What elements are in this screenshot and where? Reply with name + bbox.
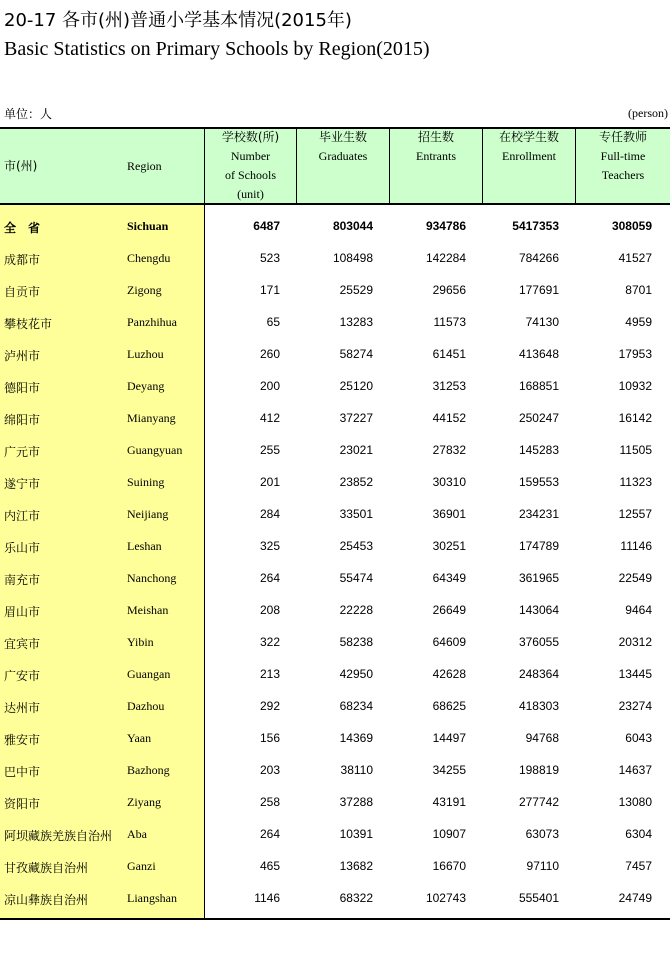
header-graduates: 毕业生数 Graduates xyxy=(318,130,368,163)
teachers-value: 6304 xyxy=(625,827,652,841)
teachers-value: 16142 xyxy=(618,411,652,425)
schools-value: 465 xyxy=(259,859,280,873)
region-name-cn: 巴中市 xyxy=(4,765,41,779)
table-row xyxy=(0,370,670,402)
teachers-value: 4959 xyxy=(625,315,652,329)
schools-value: 65 xyxy=(266,315,280,329)
schools-value: 213 xyxy=(259,667,280,681)
table-row xyxy=(0,850,670,882)
region-name-en: Leshan xyxy=(127,539,162,553)
region-name-en: Sichuan xyxy=(127,219,169,233)
table-row xyxy=(0,882,670,914)
region-name-en: Guangan xyxy=(127,667,171,681)
graduates-value: 25120 xyxy=(339,379,373,393)
table-row xyxy=(0,306,670,338)
table-row xyxy=(0,658,670,690)
region-name-cn: 内江市 xyxy=(4,509,41,523)
region-name-cn: 眉山市 xyxy=(4,605,41,619)
table-row xyxy=(0,498,670,530)
enrollment-value: 418303 xyxy=(518,699,559,713)
region-name-cn: 攀枝花市 xyxy=(4,317,53,331)
schools-value: 6487 xyxy=(253,219,280,233)
header-entrants: 招生数 Entrants xyxy=(416,130,456,163)
entrants-value: 31253 xyxy=(432,379,466,393)
entrants-value: 42628 xyxy=(432,667,466,681)
region-name-cn: 乐山市 xyxy=(4,541,41,555)
schools-value: 260 xyxy=(259,347,280,361)
entrants-value: 10907 xyxy=(432,827,466,841)
entrants-value: 142284 xyxy=(425,251,466,265)
enrollment-value: 143064 xyxy=(518,603,559,617)
entrants-value: 26649 xyxy=(432,603,466,617)
region-name-cn: 绵阳市 xyxy=(4,413,41,427)
teachers-value: 6043 xyxy=(625,731,652,745)
enrollment-value: 63073 xyxy=(525,827,559,841)
header-region-en: Region xyxy=(127,159,162,173)
region-name-en: Ziyang xyxy=(127,795,161,809)
page-title-english: Basic Statistics on Primary Schools by Region(2015) xyxy=(4,38,430,60)
teachers-value: 8701 xyxy=(625,283,652,297)
enrollment-value: 168851 xyxy=(518,379,559,393)
region-name-en: Ganzi xyxy=(127,859,156,873)
header-region-cn: 市(州) xyxy=(4,159,38,173)
region-name-en: Panzhihua xyxy=(127,315,177,329)
teachers-value: 11505 xyxy=(619,443,652,457)
region-name-cn: 雅安市 xyxy=(4,733,41,747)
graduates-value: 37227 xyxy=(339,411,373,425)
enrollment-value: 198819 xyxy=(518,763,559,777)
teachers-value: 13445 xyxy=(618,667,652,681)
schools-value: 156 xyxy=(259,731,280,745)
enrollment-value: 97110 xyxy=(526,859,559,873)
region-name-cn: 全 省 xyxy=(4,221,41,235)
entrants-value: 14497 xyxy=(432,731,466,745)
page-title-chinese: 20-17 各市(州)普通小学基本情况(2015年) xyxy=(4,10,352,31)
entrants-value: 102743 xyxy=(425,891,466,905)
schools-value: 325 xyxy=(259,539,280,553)
teachers-value: 12557 xyxy=(618,507,652,521)
region-name-cn: 成都市 xyxy=(4,253,41,267)
graduates-value: 803044 xyxy=(332,219,373,233)
schools-value: 322 xyxy=(259,635,280,649)
teachers-value: 7457 xyxy=(625,859,652,873)
entrants-value: 34255 xyxy=(432,763,466,777)
table-row xyxy=(0,242,670,274)
region-name-cn: 遂宁市 xyxy=(4,477,41,491)
region-name-en: Suining xyxy=(127,475,165,489)
graduates-value: 108498 xyxy=(332,251,373,265)
region-name-en: Nanchong xyxy=(127,571,177,585)
teachers-value: 9464 xyxy=(625,603,652,617)
teachers-value: 20312 xyxy=(618,635,652,649)
region-name-en: Aba xyxy=(127,827,147,841)
table-row xyxy=(0,690,670,722)
graduates-value: 23021 xyxy=(339,443,373,457)
schools-value: 264 xyxy=(259,571,280,585)
graduates-value: 58274 xyxy=(339,347,373,361)
table-row xyxy=(0,466,670,498)
schools-value: 412 xyxy=(259,411,280,425)
table-row xyxy=(0,338,670,370)
region-name-cn: 南充市 xyxy=(4,573,41,587)
schools-value: 200 xyxy=(259,379,280,393)
table-row xyxy=(0,594,670,626)
enrollment-value: 174789 xyxy=(518,539,559,553)
entrants-value: 29656 xyxy=(432,283,466,297)
enrollment-value: 250247 xyxy=(518,411,559,425)
schools-value: 292 xyxy=(259,699,280,713)
region-name-cn: 泸州市 xyxy=(4,349,41,363)
region-name-cn: 宜宾市 xyxy=(4,637,41,651)
region-name-cn: 甘孜藏族自治州 xyxy=(4,861,89,875)
unit-label-english: (person) xyxy=(628,106,668,120)
teachers-value: 10932 xyxy=(618,379,652,393)
region-name-en: Zigong xyxy=(127,283,162,297)
entrants-value: 30310 xyxy=(432,475,466,489)
region-name-cn: 广元市 xyxy=(4,445,41,459)
region-name-en: Liangshan xyxy=(127,891,177,905)
teachers-value: 23274 xyxy=(618,699,652,713)
enrollment-value: 248364 xyxy=(518,667,559,681)
table-row xyxy=(0,722,670,754)
entrants-value: 64349 xyxy=(432,571,466,585)
header-enrollment: 在校学生数 Enrollment xyxy=(498,130,559,163)
region-name-cn: 资阳市 xyxy=(4,797,41,811)
graduates-value: 33501 xyxy=(339,507,373,521)
table-row xyxy=(0,818,670,850)
region-name-en: Meishan xyxy=(127,603,169,617)
enrollment-value: 376055 xyxy=(518,635,559,649)
table-row xyxy=(0,210,670,242)
teachers-value: 13080 xyxy=(618,795,652,809)
graduates-value: 13682 xyxy=(339,859,373,873)
schools-value: 284 xyxy=(259,507,280,521)
enrollment-value: 94768 xyxy=(525,731,559,745)
table-row xyxy=(0,274,670,306)
entrants-value: 16670 xyxy=(432,859,466,873)
region-name-en: Neijiang xyxy=(127,507,169,521)
entrants-value: 30251 xyxy=(432,539,466,553)
entrants-value: 61451 xyxy=(432,347,466,361)
region-name-cn: 广安市 xyxy=(4,669,41,683)
entrants-value: 68625 xyxy=(432,699,466,713)
table-bottom-rule xyxy=(0,918,670,920)
graduates-value: 68234 xyxy=(339,699,373,713)
region-name-cn: 自贡市 xyxy=(4,285,41,299)
teachers-value: 24749 xyxy=(618,891,652,905)
enrollment-value: 5417353 xyxy=(512,219,559,233)
region-name-en: Dazhou xyxy=(127,699,165,713)
schools-value: 171 xyxy=(259,283,280,297)
entrants-value: 27832 xyxy=(432,443,466,457)
entrants-value: 44152 xyxy=(432,411,466,425)
region-name-en: Chengdu xyxy=(127,251,171,265)
graduates-value: 10391 xyxy=(339,827,373,841)
region-name-en: Yaan xyxy=(127,731,152,745)
graduates-value: 23852 xyxy=(339,475,373,489)
teachers-value: 14637 xyxy=(618,763,652,777)
teachers-value: 41527 xyxy=(618,251,652,265)
graduates-value: 25453 xyxy=(339,539,373,553)
teachers-value: 11323 xyxy=(619,475,652,489)
schools-value: 258 xyxy=(259,795,280,809)
enrollment-value: 177691 xyxy=(518,283,559,297)
entrants-value: 934786 xyxy=(425,219,466,233)
header-schools: 学校数(所) Number of Schools (unit) xyxy=(221,130,280,201)
enrollment-value: 413648 xyxy=(518,347,559,361)
table-row xyxy=(0,754,670,786)
table-row xyxy=(0,562,670,594)
enrollment-value: 555401 xyxy=(518,891,559,905)
graduates-value: 37288 xyxy=(339,795,373,809)
graduates-value: 14369 xyxy=(339,731,373,745)
table-row xyxy=(0,786,670,818)
region-name-en: Mianyang xyxy=(127,411,176,425)
schools-value: 201 xyxy=(259,475,280,489)
enrollment-value: 159553 xyxy=(518,475,559,489)
table-row xyxy=(0,402,670,434)
schools-value: 1146 xyxy=(254,891,280,905)
header-teachers: 专任教师 Full-time Teachers xyxy=(598,130,647,182)
region-name-en: Deyang xyxy=(127,379,165,393)
entrants-value: 43191 xyxy=(432,795,466,809)
region-name-en: Luzhou xyxy=(127,347,164,361)
entrants-value: 11573 xyxy=(433,315,466,329)
region-name-cn: 阿坝藏族羌族自治州 xyxy=(4,829,113,843)
teachers-value: 22549 xyxy=(618,571,652,585)
unit-label-chinese: 单位：人 xyxy=(4,107,53,121)
enrollment-value: 234231 xyxy=(518,507,559,521)
region-name-en: Bazhong xyxy=(127,763,170,777)
schools-value: 523 xyxy=(259,251,280,265)
enrollment-value: 784266 xyxy=(518,251,559,265)
schools-value: 264 xyxy=(259,827,280,841)
table-row xyxy=(0,626,670,658)
graduates-value: 22228 xyxy=(339,603,373,617)
enrollment-value: 145283 xyxy=(518,443,559,457)
region-name-cn: 德阳市 xyxy=(4,381,41,395)
entrants-value: 64609 xyxy=(432,635,466,649)
enrollment-value: 277742 xyxy=(518,795,559,809)
entrants-value: 36901 xyxy=(432,507,466,521)
teachers-value: 308059 xyxy=(611,219,652,233)
enrollment-value: 74130 xyxy=(525,315,559,329)
table-row xyxy=(0,530,670,562)
table-row xyxy=(0,434,670,466)
graduates-value: 25529 xyxy=(339,283,373,297)
teachers-value: 11146 xyxy=(620,539,652,553)
graduates-value: 13283 xyxy=(339,315,373,329)
graduates-value: 55474 xyxy=(339,571,373,585)
schools-value: 255 xyxy=(259,443,280,457)
graduates-value: 68322 xyxy=(339,891,373,905)
region-name-cn: 凉山彝族自治州 xyxy=(4,893,89,907)
region-name-en: Guangyuan xyxy=(127,443,183,457)
schools-value: 208 xyxy=(259,603,280,617)
graduates-value: 42950 xyxy=(339,667,373,681)
teachers-value: 17953 xyxy=(618,347,652,361)
graduates-value: 58238 xyxy=(339,635,373,649)
region-name-cn: 达州市 xyxy=(4,701,41,715)
region-name-en: Yibin xyxy=(127,635,154,649)
graduates-value: 38110 xyxy=(340,763,373,777)
schools-value: 203 xyxy=(259,763,280,777)
enrollment-value: 361965 xyxy=(518,571,559,585)
